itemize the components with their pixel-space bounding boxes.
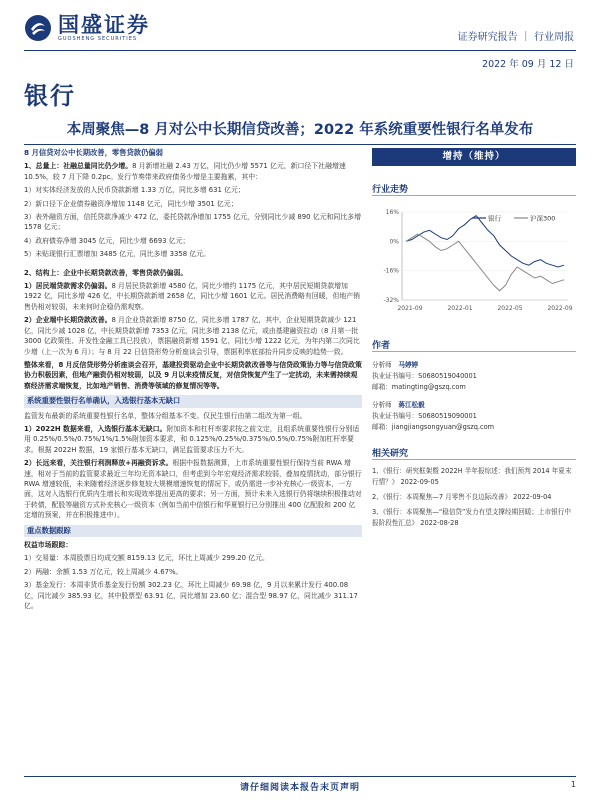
paragraph-6-lead: 2）长远来看，关注银行利润释放+再融资诉求。 xyxy=(24,459,173,468)
header-divider xyxy=(24,50,576,51)
paragraph-5 xyxy=(24,424,362,455)
footer-divider xyxy=(24,776,576,777)
paragraph-3 xyxy=(24,360,362,391)
data-item: 3）基金发行：本周非货币基金发行份额 302.23 亿，环比上周减少 69.98 亿，9 月以来累计发行 400.08 亿，同比减少 385.93 亿，其中股票型 63.91 亿，同比增加 23.60 亿；混合型 98.97 亿，同比减少 311.17 亿。 xyxy=(24,581,358,611)
paragraph-2a-lead: 1）居民端贷款需求仍偏弱。 xyxy=(24,282,112,291)
headline-divider xyxy=(24,144,576,145)
y-tick-label: 16% xyxy=(385,209,399,216)
email-label: 邮箱： xyxy=(372,383,392,391)
footer-disclaimer: 请仔细阅读本报告末页声明 xyxy=(239,783,360,793)
x-tick-label: 2022-01 xyxy=(447,305,473,312)
paragraph-1 xyxy=(24,161,362,182)
y-tick-label: 0% xyxy=(389,238,399,246)
paragraph-2-lead: 2、结构上：企业中长期贷款改善，零售贷款仍偏弱。 xyxy=(24,268,188,277)
paragraph-3-lead: 整体来看，8 月反信贷形势分析座谈会召开，基建投资驱动企业中长期贷款改善等与信贷政策协力 xyxy=(24,360,321,369)
paragraph-1-lead: 1、总量上：社融总量同比仍少增。 xyxy=(24,162,133,171)
related-item[interactable]: 3、《银行：本周聚焦—“稳信贷”发力有望支撑经期回暖；上市银行中报阶段性汇总》 2022-08-28 xyxy=(372,508,571,527)
trend-divider xyxy=(372,195,576,196)
paragraph-2b-lead: 2）企业端中长期贷款改善。 xyxy=(24,316,112,325)
analyst-role: 分析师 xyxy=(372,401,392,409)
y-tick-label: -16% xyxy=(383,267,399,275)
paragraph-3-text: 等与信贷政策协力积极因素，但地产融资仍相对较弱，以及 9 月以来疫情反复，对信贷恢复产生了一定扰动，未来需持续观察经济需求端恢复，比如地产销售、消费等领域的修复情况等等。 xyxy=(24,360,362,390)
email-label: 邮箱： xyxy=(372,423,392,431)
logo-en: GUOSHENG SECURITIES xyxy=(58,36,138,42)
cert-number: S0680519040001 xyxy=(418,372,477,380)
analyst-name: 蒋江松毅 xyxy=(398,401,425,409)
list-item: 4）政府债券净增 3045 亿元，同比少增 6693 亿元； xyxy=(24,236,190,245)
legend-label-bank: 银行 xyxy=(488,214,501,223)
x-tick-label: 2021-09 xyxy=(397,305,423,312)
analyst-divider xyxy=(372,351,576,352)
list-item: 1）对实体经济发放的人民币贷款新增 1.33 万亿，同比多增 631 亿元； xyxy=(24,186,245,195)
page-number: 1 xyxy=(570,780,576,789)
analyst-section-title: 作者 xyxy=(372,341,391,351)
sector-title: 银行 xyxy=(24,82,76,110)
x-tick-label: 2022-05 xyxy=(497,305,523,312)
main-body xyxy=(24,148,362,614)
list-item: 5）未贴现银行汇票增加 3485 亿元，同比多增 3358 亿元。 xyxy=(24,250,211,259)
y-tick-label: -32% xyxy=(383,297,399,304)
company-logo xyxy=(24,14,150,42)
list-item: 3）表外融资方面，信托贷款净减少 472 亿，委托贷款净增加 1755 亿元，分别同比少减 890 亿元和同比多增 1578 亿元； xyxy=(24,213,361,232)
data-item: 2）两融：余额 1.53 万亿元，较上周减少 4.67%。 xyxy=(24,567,183,576)
related-item[interactable]: 1、《银行：研究框架暨 2022H 半年报综述：我们预判 2014 年夏末行情？》 2022-09-05 xyxy=(372,467,572,486)
list-item: 2）新口径下企业债券融资净增加 1148 亿元，同比少增 3501 亿元； xyxy=(24,199,238,208)
related-divider xyxy=(372,459,576,460)
rating-badge: 增持（维持） xyxy=(372,148,576,166)
paragraph-5-lead: 1）2022H 数据来看，入选银行基本无缺口。 xyxy=(24,424,167,433)
paragraph-6-text: 根据中报数据测算，上市系统重要性银行保持当前 RWA 增速，相对于当前的监管要求最近三年均无资本缺口，但考虑到今年宏观经济需求较弱，叠加疫情扰动，部分银行 RWA 增速较低，未来随着经济逐步修复较大规模增速恢复的情况下，或仍需进一步补充核心一级资本，一方面，这对入选银行优质内生增长和实现效率提出更高的要求；另一方面，预计未来入选银行仍将继续积极推动对于转债，配股等融资方式补充核心一级资本（例如当前中信银行和华夏银行已分别推出 400 亿配股和 200 亿定增的预案，并在积极推进中）。 xyxy=(24,459,362,520)
report-date: 2022 年 09 月 12 日 xyxy=(482,59,574,70)
data-item: 1）交易量：本周股票日均成交额 8159.13 亿元，环比上周减少 299.20 亿元。 xyxy=(24,554,269,563)
paragraph-2a xyxy=(24,281,362,312)
analyst-block-2 xyxy=(372,400,576,433)
logo-cn: 国盛证券 xyxy=(58,13,150,37)
paragraph-4: 监管发布最新的系统重要性银行名单，整体分组基本不变。仅民生银行由第二组改为第一组。 xyxy=(24,411,307,420)
section-1-title: 8 月信贷对公中长期改善，零售贷款仍偏弱 xyxy=(24,148,163,157)
cert-number: S0680519090001 xyxy=(418,412,477,420)
analyst-block-1 xyxy=(372,360,576,393)
x-tick-label: 2022-09 xyxy=(547,305,573,312)
related-item[interactable]: 2、《银行：本周聚焦—7 月零售不良边际改善》 2022-09-04 xyxy=(372,493,552,501)
paragraph-6 xyxy=(24,458,362,520)
guosheng-logo-icon xyxy=(24,14,52,42)
legend-label-hs300: 沪深300 xyxy=(530,214,556,223)
analyst-name: 马婷婷 xyxy=(398,361,419,369)
subsection-title: 权益市场跟踪： xyxy=(24,541,73,549)
section-2-title: 系统重要性银行名单确认，入选银行基本无缺口 xyxy=(24,395,362,407)
analyst-role: 分析师 xyxy=(372,361,392,369)
section-3-title: 重点数据跟踪 xyxy=(24,525,362,537)
cert-label: 执业证书编号： xyxy=(372,412,419,420)
paragraph-2b-text: 8 月企业贷款新增 8750 亿，同比多增 1787 亿，其中，企业短期贷款减少 121 亿，同比少减 1028 亿，中长期贷款新增 7353 亿元，同比多增 2138 亿元，或由基建融资拉动（8 月第一批 3000 亿政策性、开发性金融工具已投放），票据融资新增 1591 亿，同比少增 1222 亿元，为年内第二次同比少增（上一次为 6 月）；与 8 月 22 日信贷形势分析座谈会引导，票据利率底部抬升同步反映的趋势一致。 xyxy=(24,316,360,356)
analyst-email[interactable]: jiangjiangsongyuan@gszq.com xyxy=(391,423,495,431)
report-type: 证券研究报告 ｜ 行业周报 xyxy=(457,32,574,43)
related-research-list xyxy=(372,466,576,533)
paragraph-5-text: 附加资本和杠杆率要求按之前文定，且组系统重要性银行分别适用 0.25%/0.5%/0.75%/1%/1.5%附加资本要求，和 0.125%/0.25%/0.375%/0.5%/0.75%附加杠杆率要求。根据 2022H 数据，19 家银行基本无缺口，满足监管要求压力不大。 xyxy=(24,424,360,454)
related-section-title: 相关研究 xyxy=(372,449,409,459)
paragraph-1-text: 8 月新增社融 2.43 万亿，同比仍少增 5571 亿元，新口径下社融增速 10.5%，较 7 月下降 0.2pc。发行节奏带来政府债务少增是主要拖累，其中： xyxy=(24,162,346,181)
cert-label: 执业证书编号： xyxy=(372,372,419,380)
trend-title: 行业走势 xyxy=(372,185,409,195)
paragraph-2b xyxy=(24,315,362,357)
headline: 本周聚焦—8 月对公中长期信贷改善；2022 年系统重要性银行名单发布 xyxy=(66,122,534,138)
analyst-email[interactable]: matingting@gszq.com xyxy=(391,383,466,391)
industry-trend-chart xyxy=(372,204,576,320)
paragraph-2a-text: 8 月居民贷款新增 4580 亿，同比少增约 1175 亿元，其中居民短期贷款增加 1922 亿，同比多增 426 亿，中长期贷款新增 2658 亿，同比少增 1601 亿元。居民消费略有回暖，但地产销售仍相对较弱，未来何时企稳仍需观察。 xyxy=(24,282,361,311)
series-line-hs300 xyxy=(406,234,564,291)
